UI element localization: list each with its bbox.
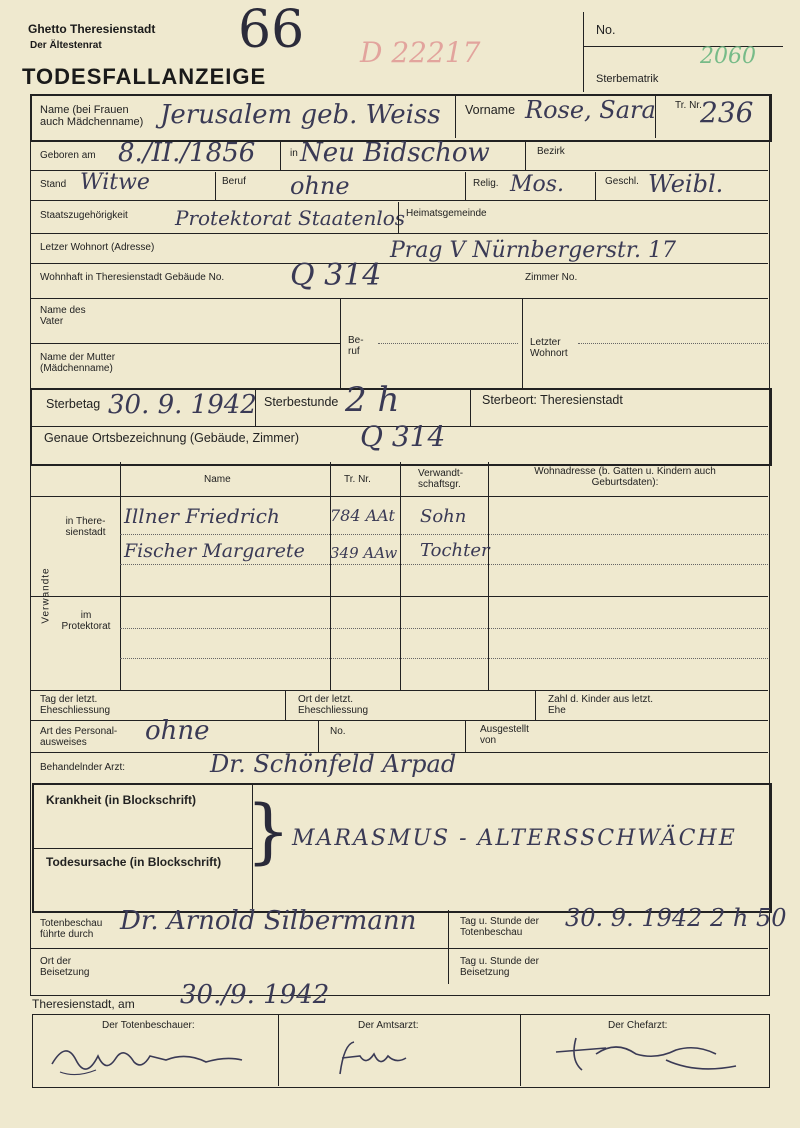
divider (465, 720, 466, 752)
rule (578, 343, 768, 344)
rel-side-label: Verwandte (40, 567, 52, 624)
name-value: Jerusalem geb. Weiss (160, 100, 441, 130)
wohnhaft-label: Wohnhaft in Theresienstadt Gebäude No. (40, 272, 225, 283)
rule (378, 343, 518, 344)
divider (280, 140, 281, 170)
totenbeschau-label: Totenbeschau führte durch (40, 918, 103, 940)
beisetzung-ort-label: Ort der Beisetzung (40, 956, 90, 978)
bezirk-label: Bezirk (537, 146, 565, 157)
rule (30, 263, 768, 264)
relative-1-verwandt: Sohn (420, 506, 467, 527)
diagnose-value: MARASMUS - ALTERSSCHWÄCHE (292, 826, 737, 851)
letzter-wohnort-label: Letzter Wohnort (530, 337, 568, 359)
relative-2-name: Fischer Margarete (124, 540, 305, 562)
sterbetag-value: 30. 9. 1942 (108, 390, 257, 420)
ehe-tag-label: Tag der letzt. Eheschliessung (40, 694, 111, 716)
sterbestunde-value: 2 h (345, 380, 400, 420)
divider (470, 390, 471, 426)
ausweis-value: ohne (145, 716, 210, 746)
rule (30, 596, 768, 597)
beruf-label: Beruf (222, 176, 246, 187)
wohnort-label: Letzer Wohnort (Adresse) (40, 242, 155, 253)
no-label: No. (596, 23, 616, 37)
rule (30, 343, 340, 344)
ausgestellt-label: Ausgestellt von (480, 724, 529, 746)
staat-label: Staatszugehörigkeit (40, 210, 128, 221)
header-divider (583, 12, 584, 92)
rel-col-trnr: Tr. Nr. (344, 474, 371, 485)
sterbetag-label: Sterbetag (46, 397, 101, 411)
divider (285, 690, 286, 720)
in-label: in (290, 148, 298, 159)
signature-chefarzt (546, 1030, 746, 1080)
totenbeschau-value: Dr. Arnold Silbermann (120, 906, 417, 936)
arzt-label: Behandelnder Arzt: (40, 762, 126, 773)
relative-1-trnr: 784 AAt (330, 506, 395, 525)
divider (215, 172, 216, 200)
beisetzung-tag-label: Tag u. Stunde der Beisetzung (460, 956, 539, 978)
name-label: Name (bei Frauen auch Mädchenname) (40, 104, 144, 129)
divider (535, 690, 536, 720)
signature-totenbeschauer (46, 1034, 256, 1082)
sig-amtsarzt-label: Der Amtsarzt: (358, 1020, 419, 1031)
divider (655, 94, 656, 138)
ausweis-label: Art des Personal- ausweises (40, 726, 118, 748)
relative-2-verwandt: Tochter (420, 540, 490, 561)
geboren-value: 8./II./1856 (118, 138, 256, 168)
divider (318, 720, 319, 752)
relig-value: Mos. (510, 172, 565, 197)
rule (30, 496, 768, 497)
stand-label: Stand (40, 179, 67, 190)
beruf-value: ohne (290, 172, 350, 200)
divider (595, 172, 596, 200)
trnr-label: Tr. Nr. (675, 100, 702, 111)
sterbematrik-label: Sterbematrik (596, 73, 659, 85)
tag-stunde-value: 30. 9. 1942 2 h 50 (565, 904, 787, 932)
ortsbezeichnung-label: Genaue Ortsbezeichnung (Gebäude, Zimmer) (44, 431, 299, 445)
staat-value: Protektorat Staatenlos (175, 206, 406, 230)
rule (30, 948, 768, 949)
divider (398, 202, 399, 233)
rule (30, 720, 768, 721)
rel-in-there: in There- sienstadt (65, 516, 106, 538)
divider (520, 1014, 521, 1086)
sterbestunde-label: Sterbestunde (264, 395, 339, 409)
divider (522, 298, 523, 388)
divider (278, 1014, 279, 1086)
divider (455, 94, 456, 138)
org-council: Der Ältestenrat (30, 40, 102, 51)
rule (30, 200, 768, 201)
vater-label: Name des Vater (40, 305, 86, 327)
sig-totenbeschauer-label: Der Totenbeschauer: (102, 1020, 195, 1031)
sterbeort-label: Sterbeort: Theresienstadt (482, 393, 623, 407)
relative-1-name: Illner Friedrich (124, 504, 280, 528)
rule (32, 848, 252, 849)
geschl-value: Weibl. (648, 170, 724, 198)
sig-chefarzt-label: Der Chefarzt: (608, 1020, 668, 1031)
rule (30, 298, 768, 299)
divider (525, 140, 526, 170)
ursache-label: Todesursache (in Blockschrift) (46, 855, 222, 869)
stamp-faded-number: D 22217 (360, 36, 481, 69)
rel-col-verwandt: Verwandt- schaftsgr. (418, 468, 464, 490)
rule (30, 233, 768, 234)
form-title: TODESFALLANZEIGE (22, 64, 267, 89)
ehe-ort-label: Ort der letzt. Eheschliessung (298, 694, 369, 716)
geburtsort-value: Neu Bidschow (300, 138, 490, 168)
relig-label: Relig. (473, 178, 499, 189)
rule (120, 534, 768, 535)
divider (448, 910, 449, 984)
rule (120, 658, 768, 659)
wohnhaft-value: Q 314 (290, 258, 382, 293)
vorname-label: Vorname (465, 103, 516, 117)
geschl-label: Geschl. (605, 176, 639, 187)
pencil-number: 2060 (700, 44, 756, 69)
zimmer-label: Zimmer No. (525, 272, 578, 283)
divider (255, 390, 256, 426)
tag-stunde-label: Tag u. Stunde der Totenbeschau (460, 916, 539, 938)
sterbematrik-number: 236 (700, 96, 754, 129)
brace-mark: } (246, 790, 291, 872)
am-value: 30./9. 1942 (180, 980, 330, 1010)
beruf2-label: Be- ruf (348, 335, 364, 357)
krankheit-label: Krankheit (in Blockschrift) (46, 793, 197, 807)
signature-amtsarzt (330, 1034, 420, 1082)
wohnort-value: Prag V Nürnbergerstr. 17 (390, 238, 676, 263)
org-name: Ghetto Theresienstadt (28, 22, 156, 36)
rule (120, 564, 768, 565)
rel-col-adresse: Wohnadresse (b. Gatten u. Kindern auch Geburtsdaten): (534, 466, 716, 488)
ortsbezeichnung-value: Q 314 (360, 420, 446, 453)
heimat-label: Heimatsgemeinde (406, 208, 487, 219)
vorname-value: Rose, Sara (525, 96, 656, 124)
divider (465, 172, 466, 200)
stamp-number: 66 (238, 0, 305, 60)
rel-col-name: Name (204, 474, 231, 485)
divider (340, 298, 341, 388)
ausweis-no-label: No. (330, 726, 346, 737)
geboren-label: Geboren am (40, 150, 96, 161)
relative-2-trnr: 349 AAw (330, 544, 398, 562)
arzt-value: Dr. Schönfeld Arpad (210, 750, 457, 778)
kinder-label: Zahl d. Kinder aus letzt. Ehe (548, 694, 654, 716)
rule (30, 690, 768, 691)
mutter-label: Name der Mutter (Mädchenname) (40, 352, 116, 374)
rel-im-prot: im Protektorat (61, 610, 111, 632)
am-label: Theresienstadt, am (32, 997, 135, 1011)
rule (120, 628, 768, 629)
stand-value: Witwe (80, 170, 150, 195)
